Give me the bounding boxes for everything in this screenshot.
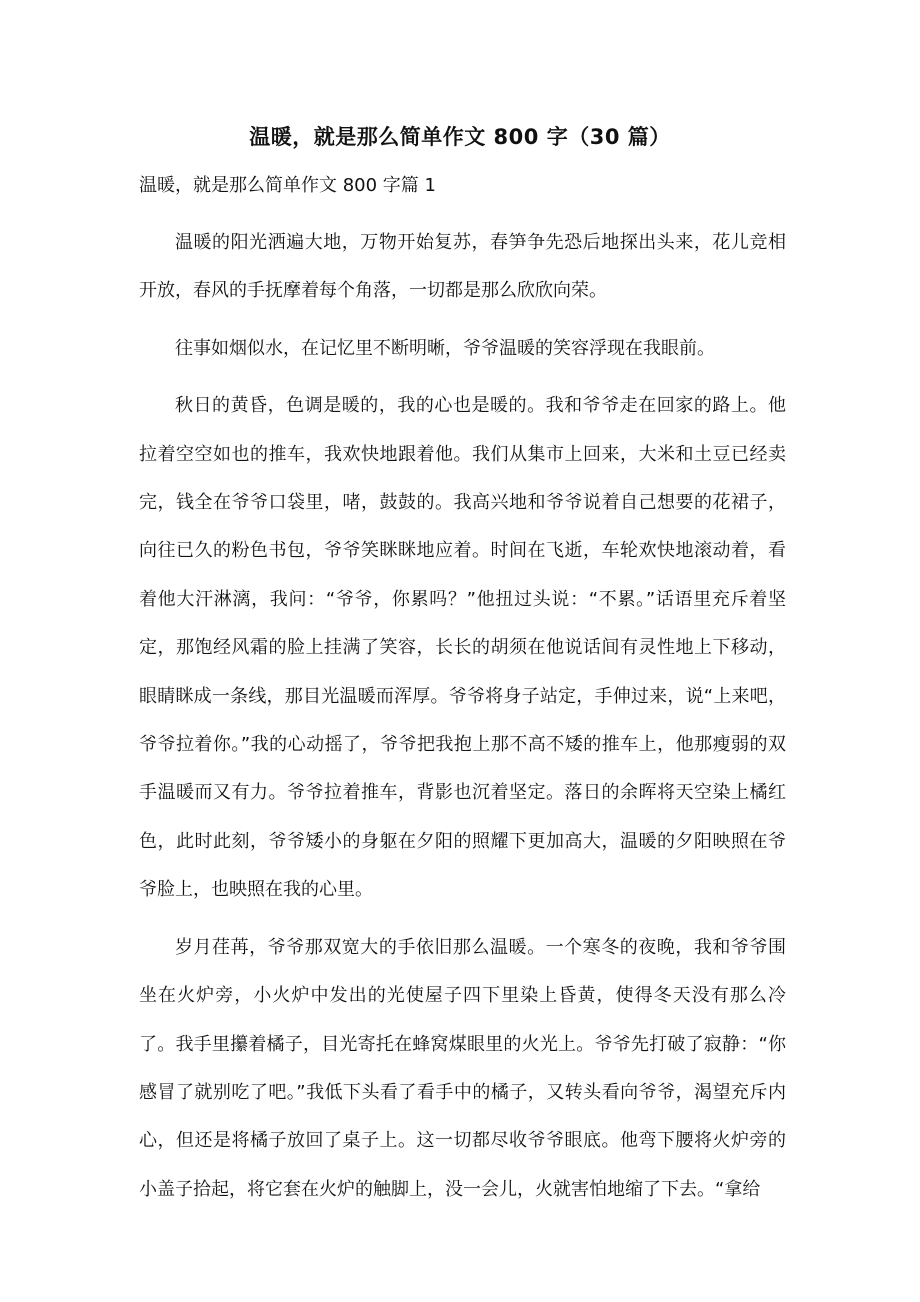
paragraph-1: 温暖的阳光洒遍大地，万物开始复苏，春笋争先恐后地探出头来，花儿竞相开放，春风的手抚摩着每个角落，一切都是那么欣欣向荣。 [139,232,786,302]
document-title: 温暖，就是那么简单作文 800 字（30 篇） [249,125,671,149]
paragraph-2: 往事如烟似水，在记忆里不断明晰，爷爷温暖的笑容浮现在我眼前。 [175,337,715,359]
article-body [139,219,786,1223]
paragraph-3: 秋日的黄昏，色调是暖的，我的心也是暖的。我和爷爷走在回家的路上。他拉着空空如也的推车，我欢快地跟着他。我们从集市上回来，大米和土豆已经卖完，钱全在爷爷口袋里，啫，鼓鼓的。我高兴地和爷爷说着自己想要的花裙子，向往已久的粉色书包，爷爷笑眯眯地应着。时间在飞逝，车轮欢快地滚动着，看着他大汗淋漓，我问：“爷爷，你累吗？”他扭过头说：“不累。”话语里充斥着坚定，那饱经风霜的脸上挂满了笑容，长长的胡须在他说话间有灵性地上下移动，眼睛眯成一条线，那目光温暖而浑厚。爷爷将身子站定，手伸过来，说“上来吧，爷爷拉着你。”我的心动摇了，爷爷把我抱上那不高不矮的推车上，他那瘦弱的双手温暖而又有力。爷爷拉着推车，背影也沉着坚定。落日的余晖将天空染上橘红色，此时此刻，爷爷矮小的身躯在夕阳的照耀下更加高大，温暖的夕阳映照在爷爷脸上，也映照在我的心里。 [139,395,786,901]
paragraph-4: 岁月荏苒，爷爷那双宽大的手依旧那么温暖。一个寒冬的夜晚，我和爷爷围坐在火炉旁，小火炉中发出的光使屋子四下里染上昏黄，使得冬天没有那么冷了。我手里攥着橘子，目光寄托在蜂窝煤眼里的火光上。爷爷先打破了寂静：“你感冒了就别吃了吧。”我低下头看了看手中的橘子，又转头看向爷爷，渴望充斥内心，但还是将橘子放回了桌子上。这一切都尽收爷爷眼底。他弯下腰将火炉旁的小盖子拾起，将它套在火炉的触脚上，没一会儿，火就害怕地缩了下去。“拿给 [139,936,786,1200]
section-heading: 温暖，就是那么简单作文 800 字篇 1 [139,175,436,196]
